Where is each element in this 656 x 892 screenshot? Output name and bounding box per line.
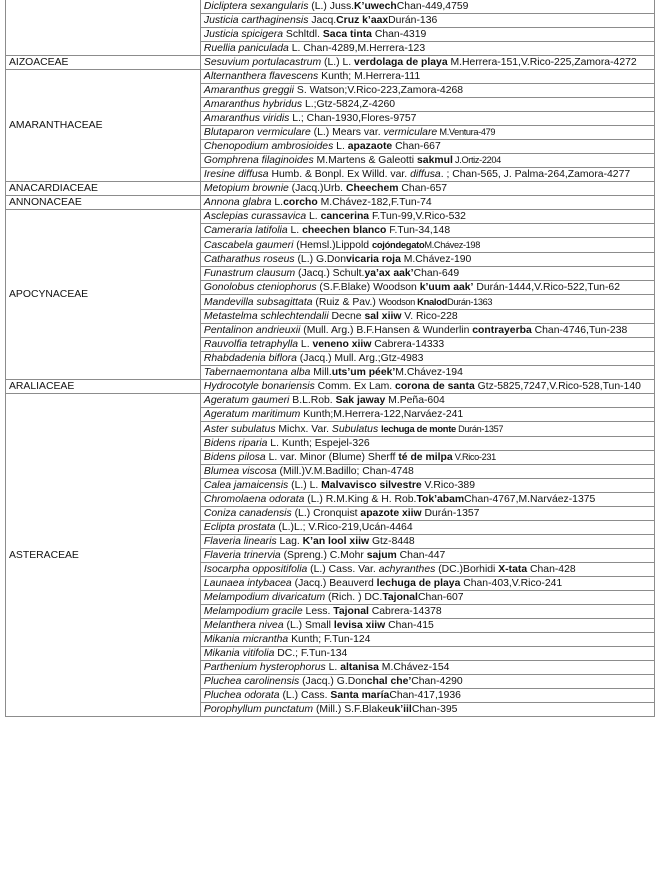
common-name: Santa maría (330, 690, 390, 701)
species-citation: F.Tun-99,V.Rico-532 (369, 211, 466, 222)
species-citation: Chan-449,4759 (396, 1, 469, 12)
species-entry-cell (200, 281, 654, 295)
species-name: Coniza canadensis (203, 508, 292, 519)
common-name: X-tata (498, 564, 528, 575)
species-citation: (Ruiz & Pav.) (312, 297, 379, 308)
species-citation: L.;Gtz-5824,Z-4260 (302, 99, 396, 110)
species-name: Pluchea carolinensis (203, 676, 300, 687)
species-entry-cell (200, 238, 654, 253)
species-citation: Chan-4746,Tun-238 (531, 325, 628, 336)
species-name: Amaranthus hybridus (203, 99, 303, 110)
species-entry-cell (200, 0, 654, 14)
species-citation: Kunth; F.Tun-124 (288, 634, 371, 645)
species-name: Chenopodium ambrosioides (203, 141, 334, 152)
species-citation: Humb. & Bonpl. Ex Willd. var. (268, 169, 411, 180)
species-citation: M.Chávez-182,F.Tun-74 (317, 197, 432, 208)
table-row (6, 70, 655, 84)
species-entry-cell (200, 168, 654, 182)
species-citation: (Jacq.) Schult. (295, 268, 365, 279)
species-entry-cell (200, 28, 654, 42)
species-name: Melampodium divaricatum (203, 592, 326, 603)
species-citation: Durán-1357 (455, 424, 504, 434)
species-name: Flaveria trinervia (203, 550, 281, 561)
species-citation: V.Rico-389 (421, 480, 475, 491)
species-citation: L. Kunth; Espejel-326 (267, 438, 370, 449)
species-citation: (L.) R.M.King & H. Rob. (304, 494, 417, 505)
species-citation: S. Watson;V.Rico-223,Zamora-4268 (294, 85, 464, 96)
species-name: achyranthes (378, 564, 436, 575)
species-name: Parthenium hysterophorus (203, 662, 326, 673)
common-name: sal xiiw (364, 311, 402, 322)
species-entry-cell (200, 338, 654, 352)
species-name: Amaranthus viridis (203, 113, 290, 124)
table-row (6, 380, 655, 394)
common-name: corcho (283, 197, 318, 208)
species-citation: (Spreng.) C.Mohr (280, 550, 367, 561)
species-name: Metastelma schlechtendalii (203, 311, 329, 322)
species-name: Blumea viscosa (203, 466, 277, 477)
species-citation: (Jacq.) Mull. Arg.;Gtz-4983 (296, 353, 424, 364)
species-name: Melanthera nivea (203, 620, 284, 631)
species-name: Subulatus (331, 424, 379, 435)
species-citation: Schltdl. (283, 29, 323, 40)
species-citation: J.Ortiz-2204 (452, 155, 501, 165)
species-citation: Mill. (310, 367, 332, 378)
species-entry-cell (200, 408, 654, 422)
common-name: levisa xiiw (333, 620, 386, 631)
common-name: apazaote (347, 141, 393, 152)
species-entry-cell (200, 535, 654, 549)
species-name: Flaveria linearis (203, 536, 277, 547)
species-name: Funastrum clausum (203, 268, 296, 279)
species-entry-cell (200, 98, 654, 112)
species-citation: (DC.)Borhidi (435, 564, 499, 575)
species-entry-cell (200, 126, 654, 140)
species-citation: Chan-395 (411, 704, 458, 715)
species-citation: (L.) Small (283, 620, 334, 631)
species-citation: (Hemsl.)Lippold (293, 240, 372, 251)
species-citation: L. (306, 211, 321, 222)
species-citation: M.Chávez-194 (395, 367, 463, 378)
species-entry-cell (200, 661, 654, 675)
species-citation: Chan-428 (527, 564, 576, 575)
species-citation: Chan-649 (413, 268, 460, 279)
species-entry-cell (200, 451, 654, 465)
common-name: verdolaga de playa (354, 57, 448, 68)
species-citation: (L.) L. (321, 57, 355, 68)
common-name: Tajonal (382, 592, 418, 603)
common-name: corona de santa (395, 381, 475, 392)
species-entry-cell (200, 422, 654, 437)
table-row (6, 196, 655, 210)
common-name: K’an lool xiiw (302, 536, 370, 547)
family-name-cell: APOCYNACEAE (6, 210, 201, 380)
common-name: lechuga de monte (381, 423, 456, 434)
species-entry-cell (200, 465, 654, 479)
table-row (6, 56, 655, 70)
species-entry-cell (200, 324, 654, 338)
species-citation: L. (325, 662, 341, 673)
species-citation: Lag. (276, 536, 303, 547)
species-entry-cell (200, 366, 654, 380)
species-citation: Decne (328, 311, 365, 322)
species-citation: (Jacq.) Beauverd (291, 578, 377, 589)
species-name: Chromolaena odorata (203, 494, 305, 505)
common-name: cancerina (320, 211, 370, 222)
table-row (6, 210, 655, 224)
common-name: Knalod (417, 296, 448, 307)
species-citation: (L.) Mears var. (310, 127, 384, 138)
species-name: Hydrocotyle bonariensis (203, 381, 315, 392)
table-row (6, 182, 655, 196)
species-citation: Michx. Var. (275, 424, 332, 435)
species-entry-cell (200, 703, 654, 717)
species-name: Eclipta prostata (203, 522, 276, 533)
species-entry-cell (200, 196, 654, 210)
species-entry-cell (200, 112, 654, 126)
species-name: Mikania vitifolia (203, 648, 275, 659)
species-name: Mandevilla subsagittata (203, 297, 313, 308)
species-entry-cell (200, 577, 654, 591)
species-entry-cell (200, 140, 654, 154)
species-citation: Gtz-8448 (369, 536, 415, 547)
species-entry-cell (200, 352, 654, 366)
family-name-cell: ARALIACEAE (6, 380, 201, 394)
species-name: diffusa (410, 169, 441, 180)
species-entry-cell (200, 437, 654, 451)
species-citation: (L.) Cass. (279, 690, 331, 701)
species-citation: (L.) Juss. (308, 1, 355, 12)
species-citation: L. (333, 141, 348, 152)
species-citation: L. (287, 225, 303, 236)
common-name: altanisa (340, 662, 379, 673)
species-citation: L. (271, 197, 284, 208)
common-name: Tok’abam (416, 494, 465, 505)
species-name: Rauvolfia tetraphylla (203, 339, 299, 350)
species-citation: Cabrera-14378 (368, 606, 442, 617)
species-citation: Chan-4319 (371, 29, 427, 40)
species-name: Annona glabra (203, 197, 272, 208)
species-citation: L.; Chan-1930,Flores-9757 (289, 113, 417, 124)
species-entry-cell (200, 647, 654, 661)
species-citation: Durán-1363 (447, 297, 493, 307)
species-name: Ageratum maritimum (203, 409, 301, 420)
species-entry-cell (200, 154, 654, 168)
species-citation: M.Peña-604 (385, 395, 445, 406)
common-name: chal che’ (366, 676, 412, 687)
species-citation: M.Chávez-190 (400, 254, 472, 265)
common-name: sakmul (417, 155, 453, 166)
species-entry-cell (200, 394, 654, 408)
species-citation: (L.) G.Don (294, 254, 346, 265)
species-citation: Durán-1444,V.Rico-522,Tun-62 (473, 282, 620, 293)
species-name: Cameraria latifolia (203, 225, 288, 236)
species-entry-cell (200, 267, 654, 281)
species-citation: Chan-417,1936 (389, 690, 461, 701)
species-citation: M.Martens & Galeotti (313, 155, 418, 166)
species-citation: Less. (302, 606, 334, 617)
species-name: Bidens riparia (203, 438, 268, 449)
species-name: Launaea intybacea (203, 578, 292, 589)
species-entry-cell (200, 591, 654, 605)
species-entry-cell (200, 521, 654, 535)
common-name: té de milpa (398, 452, 453, 463)
species-citation: Chan-657 (398, 183, 448, 194)
species-citation: Chan-4290 (411, 676, 463, 687)
species-citation: V.Rico-231 (452, 452, 496, 462)
species-name: Cascabela gaumeri (203, 240, 294, 251)
species-citation: L. var. Minor (Blume) Sherff (265, 452, 399, 463)
species-entry-cell (200, 42, 654, 56)
species-name: vermiculare (383, 127, 438, 138)
species-citation: (Mill.)V.M.Badillo; Chan-4748 (276, 466, 414, 477)
common-name: vicaria roja (345, 254, 401, 265)
family-name-cell: AMARANTHACEAE (6, 70, 201, 182)
species-table-body (6, 0, 655, 717)
species-entry-cell (200, 563, 654, 577)
species-citation: (L.) Cass. Var. (307, 564, 379, 575)
common-name: uts’um péek’ (331, 367, 396, 378)
species-entry-cell (200, 84, 654, 98)
species-name: Catharathus roseus (203, 254, 295, 265)
species-citation: (Mill.) S.F.Blake (313, 704, 389, 715)
common-name: cheechen blanco (302, 225, 387, 236)
species-name: Asclepias curassavica (203, 211, 307, 222)
species-name: Pentalinon andrieuxii (203, 325, 301, 336)
species-name: Alternanthera flavescens (203, 71, 319, 82)
species-entry-cell (200, 224, 654, 238)
common-name: veneno xiiw (312, 339, 372, 350)
common-name: K’uwech (354, 1, 397, 12)
species-entry-cell (200, 310, 654, 324)
species-name: Tabernaemontana alba (203, 367, 311, 378)
species-citation: (S.F.Blake) Woodson (316, 282, 420, 293)
species-name: Mikania micrantha (203, 634, 289, 645)
common-name: ya’ax aak’ (364, 268, 414, 279)
species-citation: (Rich. ) DC. (325, 592, 383, 603)
species-name: Blutaparon vermiculare (203, 127, 311, 138)
species-citation: Chan-403,V.Rico-241 (460, 578, 563, 589)
species-entry-cell (200, 507, 654, 521)
table-row (6, 394, 655, 408)
species-name: Ageratum gaumeri (203, 395, 290, 406)
species-entry-cell (200, 689, 654, 703)
species-citation: M.Chávez-154 (378, 662, 450, 673)
species-entry-cell (200, 493, 654, 507)
species-entry-cell (200, 633, 654, 647)
species-citation: (L.) L. (288, 480, 322, 491)
species-entry-cell (200, 253, 654, 267)
species-entry-cell (200, 14, 654, 28)
species-citation: Gtz-5825,7247,V.Rico-528,Tun-140 (474, 381, 641, 392)
common-name: Tajonal (333, 606, 369, 617)
species-citation: Chan-4767,M.Narváez-1375 (464, 494, 596, 505)
species-entry-cell (200, 182, 654, 196)
common-name: k’uum aak’ (419, 282, 474, 293)
species-name: Isocarpha oppositifolia (203, 564, 308, 575)
species-entry-cell (200, 675, 654, 689)
common-name: Cheechem (345, 183, 399, 194)
species-name: Amaranthus greggii (203, 85, 294, 96)
species-citation: (Jacq.) G.Don (299, 676, 367, 687)
species-entry-cell (200, 479, 654, 493)
species-citation: B.L.Rob. (289, 395, 336, 406)
species-entry-cell (200, 210, 654, 224)
species-citation: Chan-607 (417, 592, 464, 603)
common-name: Saca tinta (322, 29, 372, 40)
species-citation: V. Rico-228 (401, 311, 458, 322)
species-name: Rhabdadenia biflora (203, 353, 297, 364)
species-citation: Comm. Ex Lam. (314, 381, 396, 392)
species-name: Ruellia paniculada (203, 43, 289, 54)
species-entry-cell (200, 56, 654, 70)
common-name: cojóndegato (371, 239, 425, 250)
common-name: apazote xiiw (360, 508, 422, 519)
common-name: contrayerba (472, 325, 532, 336)
family-name-cell (6, 0, 201, 56)
species-name: Bidens pilosa (203, 452, 266, 463)
species-entry-cell (200, 70, 654, 84)
species-name: Porophyllum punctatum (203, 704, 314, 715)
species-name: Pluchea odorata (203, 690, 280, 701)
species-citation: Cabrera-14333 (371, 339, 445, 350)
species-citation: DC.; F.Tun-134 (274, 648, 348, 659)
species-citation: Woodson (378, 297, 418, 307)
species-entry-cell (200, 619, 654, 633)
family-name-cell: ASTERACEAE (6, 394, 201, 717)
species-citation: . ; Chan-565, J. Palma-264,Zamora-4277 (440, 169, 631, 180)
species-name: Aster subulatus (203, 424, 276, 435)
common-name: Malvavisco silvestre (321, 480, 422, 491)
species-citation: Chan-667 (392, 141, 441, 152)
species-entry-cell (200, 295, 654, 310)
species-name: Justicia carthaginensis (203, 15, 309, 26)
species-name: Calea jamaicensis (203, 480, 289, 491)
species-citation: Chan-415 (385, 620, 434, 631)
species-citation: L. Chan-4289,M.Herrera-123 (288, 43, 426, 54)
family-name-cell: AIZOACEAE (6, 56, 201, 70)
species-citation: Jacq. (308, 15, 337, 26)
species-name: Justicia spicigera (203, 29, 284, 40)
species-table (5, 0, 655, 717)
species-name: Gonolobus cteniophorus (203, 282, 317, 293)
species-citation: (L.) Cronquist (291, 508, 361, 519)
species-citation: Chan-447 (396, 550, 446, 561)
species-name: Melampodium gracile (203, 606, 303, 617)
common-name: uk’iil (388, 704, 412, 715)
species-entry-cell (200, 549, 654, 563)
species-name: Iresine diffusa (203, 169, 269, 180)
common-name: lechuga de playa (376, 578, 461, 589)
table-row (6, 0, 655, 14)
species-citation: F.Tun-34,148 (386, 225, 451, 236)
species-citation: Durán-1357 (421, 508, 480, 519)
species-citation: Kunth;M.Herrera-122,Narváez-241 (300, 409, 464, 420)
species-citation: M.Chávez-198 (424, 240, 480, 250)
family-name-cell: ANNONACEAE (6, 196, 201, 210)
species-citation: (Jacq.)Urb. (288, 183, 346, 194)
species-citation: L. (298, 339, 313, 350)
family-name-cell: ANACARDIACEAE (6, 182, 201, 196)
species-name: Metopium brownie (203, 183, 289, 194)
species-citation: (L.)L.; V.Rico-219,Ucán-4464 (275, 522, 413, 533)
species-table-page (5, 0, 655, 717)
species-name: Dicliptera sexangularis (203, 1, 309, 12)
species-citation: Kunth; M.Herrera-111 (318, 71, 421, 82)
species-citation: M.Ventura-479 (437, 127, 496, 137)
common-name: Cruz k’aax (336, 15, 389, 26)
species-name: Gomphrena filaginoides (203, 155, 314, 166)
species-citation: (Mull. Arg.) B.F.Hansen & Wunderlin (300, 325, 473, 336)
common-name: Sak jaway (335, 395, 386, 406)
species-citation: Durán-136 (388, 15, 438, 26)
species-citation: M.Herrera-151,V.Rico-225,Zamora-4272 (447, 57, 637, 68)
species-entry-cell (200, 605, 654, 619)
species-name: Sesuvium portulacastrum (203, 57, 322, 68)
common-name: sajum (366, 550, 397, 561)
species-entry-cell (200, 380, 654, 394)
